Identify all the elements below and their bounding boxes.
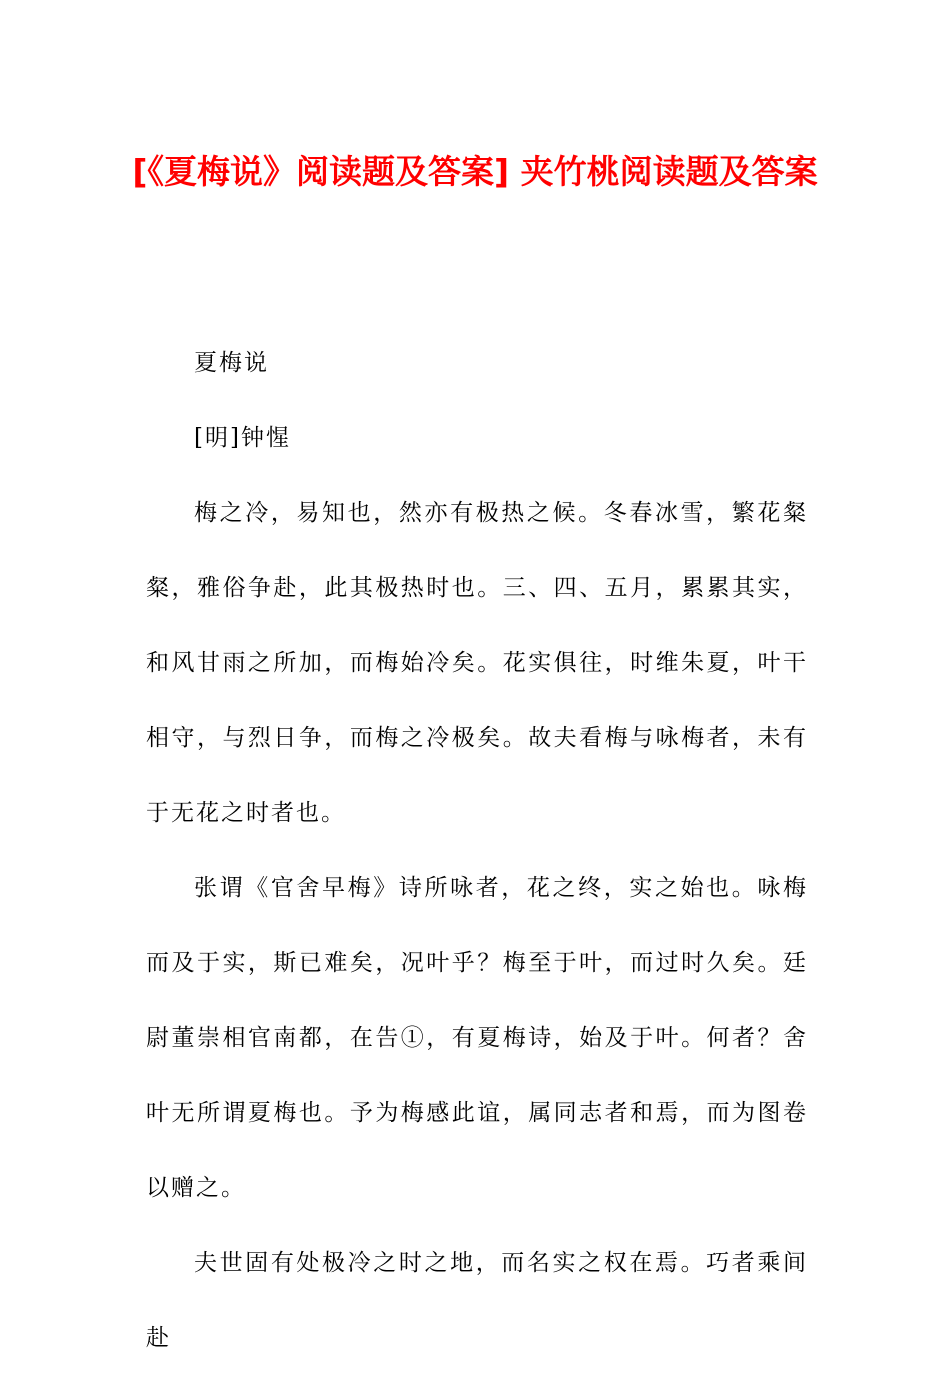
section-title: 夏梅说 (194, 350, 269, 376)
paragraph: 张谓《官舍早梅》诗所咏者，花之终，实之始也。咏梅而及于实，斯已难矣，况叶乎？梅至于叶，而过时久矣。廷尉董崇相官南都，在告①，有夏梅诗，始及于叶。何者？舍叶无所谓夏梅也。予为梅感此谊，属同志者和焉，而为图卷以赠之。 (146, 875, 808, 1201)
document-title: [《夏梅说》阅读题及答案] 夹竹桃阅读题及答案 (132, 152, 818, 191)
author-line: [明]钟惺 (194, 425, 291, 451)
document-body (146, 326, 808, 1376)
paragraph: 夫世固有处极冷之时之地，而名实之权在焉。巧者乘间赴 (146, 1250, 808, 1351)
paragraph: 梅之冷，易知也，然亦有极热之候。冬春冰雪，繁花粲粲，雅俗争赴，此其极热时也。三、四、五月，累累其实，和风甘雨之所加，而梅始冷矣。花实俱往，时维朱夏，叶干相守，与烈日争，而梅之冷极矣。故夫看梅与咏梅者，未有于无花之时者也。 (146, 500, 808, 826)
